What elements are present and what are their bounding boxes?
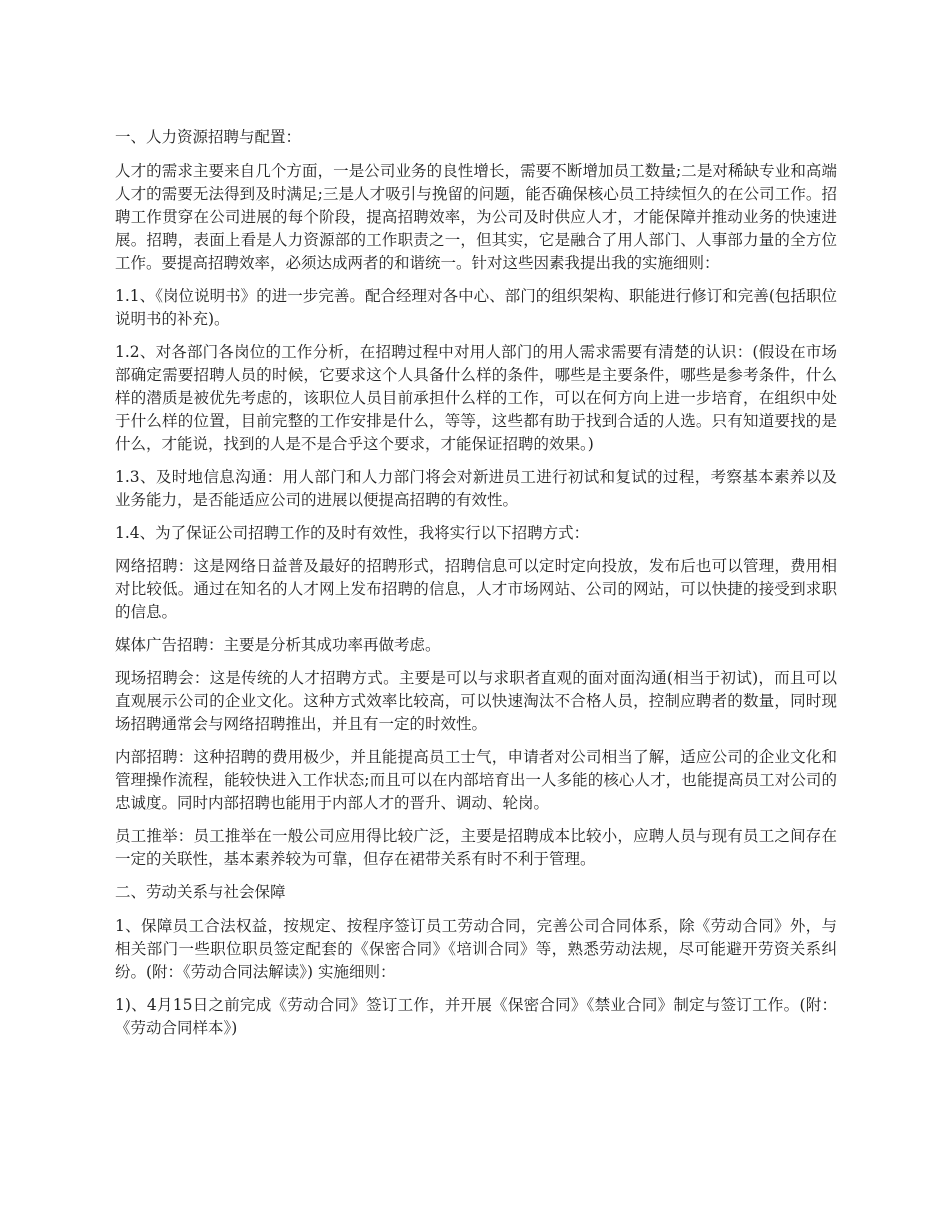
paragraph-online-recruitment: 网络招聘：这是网络日益普及最好的招聘形式，招聘信息可以定时定向投放，发布后也可以管理，费用相对比较低。通过在知名的人才网上发布招聘的信息，人才市场网站、公司的网站，可以快捷的接受到求职的信息。 bbox=[115, 557, 837, 621]
section-heading-labor-relations: 二、劳动关系与社会保障 bbox=[115, 883, 286, 901]
paragraph-media-recruitment: 媒体广告招聘：主要是分析其成功率再做考虑。 bbox=[115, 636, 441, 654]
paragraph-talent-demand: 人才的需求主要来自几个方面，一是公司业务的良性增长，需要不断增加员工数量;二是对稀缺专业和高端人才的需要无法得到及时满足;三是人才吸引与挽留的问题，能否确保核心员工持续恒久的在公司工作。招聘工作贯穿在公司进展的每个阶段，提高招聘效率，为公司及时供应人才，才能保障并推动业务的快速进展。招聘，表面上看是人力资源部的工作职责之一，但其实，它是融合了用人部门、人事部力量的全方位工作。要提高招聘效率，必须达成两者的和谐统一。针对这些因素我提出我的实施细则： bbox=[115, 162, 837, 272]
paragraph-1-4: 1.4、为了保证公司招聘工作的及时有效性，我将实行以下招聘方式： bbox=[115, 524, 590, 542]
paragraph-1-3: 1.3、及时地信息沟通：用人部门和人力部门将会对新进员工进行初试和复试的过程，考察基本素养以及业务能力，是否能适应公司的进展以便提高招聘的有效性。 bbox=[115, 468, 837, 509]
paragraph-labor-contract: 1、保障员工合法权益，按规定、按程序签订员工劳动合同，完善公司合同体系，除《劳动合同》外，与相关部门一些职位职员签定配套的《保密合同》《培训合同》等，熟悉劳动法规，尽可能避开劳资关系纠纷。(附：《劳动合同法解读》) 实施细则： bbox=[115, 917, 837, 981]
paragraph-1-2: 1.2、对各部门各岗位的工作分析，在招聘过程中对用人部门的用人需求需要有清楚的认识：(假设在市场部确定需要招聘人员的时候，它要求这个人具备什么样的条件，哪些是主要条件，哪些是参考条件，什么样的潜质是被优先考虑的，该职位人员目前承担什么样的工作，可以在何方向上进一步培育，在组织中处于什么样的位置，目前完整的工作安排是什么，等等，这些都有助于找到合适的人选。只有知道要找的是什么，才能说，找到的人是不是合乎这个要求，才能保证招聘的效果。) bbox=[115, 343, 837, 453]
paragraph-job-fair: 现场招聘会：这是传统的人才招聘方式。主要是可以与求职者直观的面对面沟通(相当于初试)，而且可以直观展示公司的企业文化。这种方式效率比较高，可以快速淘汰不合格人员，控制应聘者的数量，同时现场招聘通常会与网络招聘推出，并且有一定的时效性。 bbox=[115, 669, 837, 733]
paragraph-1-1: 1.1、《岗位说明书》的进一步完善。配合经理对各中心、部门的组织架构、职能进行修订和完善(包括职位说明书的补充)。 bbox=[115, 287, 837, 328]
paragraph-contract-deadline: 1)、4月15日之前完成《劳动合同》签订工作，并开展《保密合同》《禁业合同》制定与签订工作。(附：《劳动合同样本》) bbox=[115, 996, 837, 1037]
paragraph-employee-referral: 员工推举：员工推举在一般公司应用得比较广泛，主要是招聘成本比较小，应聘人员与现有员工之间存在一定的关联性，基本素养较为可靠，但存在裙带关系有时不利于管理。 bbox=[115, 827, 837, 868]
paragraph-internal-recruitment: 内部招聘：这种招聘的费用极少，并且能提高员工士气，申请者对公司相当了解，适应公司的企业文化和管理操作流程，能较快进入工作状态;而且可以在内部培育出一人多能的核心人才，也能提高员工对公司的忠诚度。同时内部招聘也能用于内部人才的晋升、调动、轮岗。 bbox=[115, 748, 837, 812]
section-heading-recruitment: 一、人力资源招聘与配置： bbox=[115, 128, 302, 146]
document-body bbox=[115, 126, 837, 1050]
